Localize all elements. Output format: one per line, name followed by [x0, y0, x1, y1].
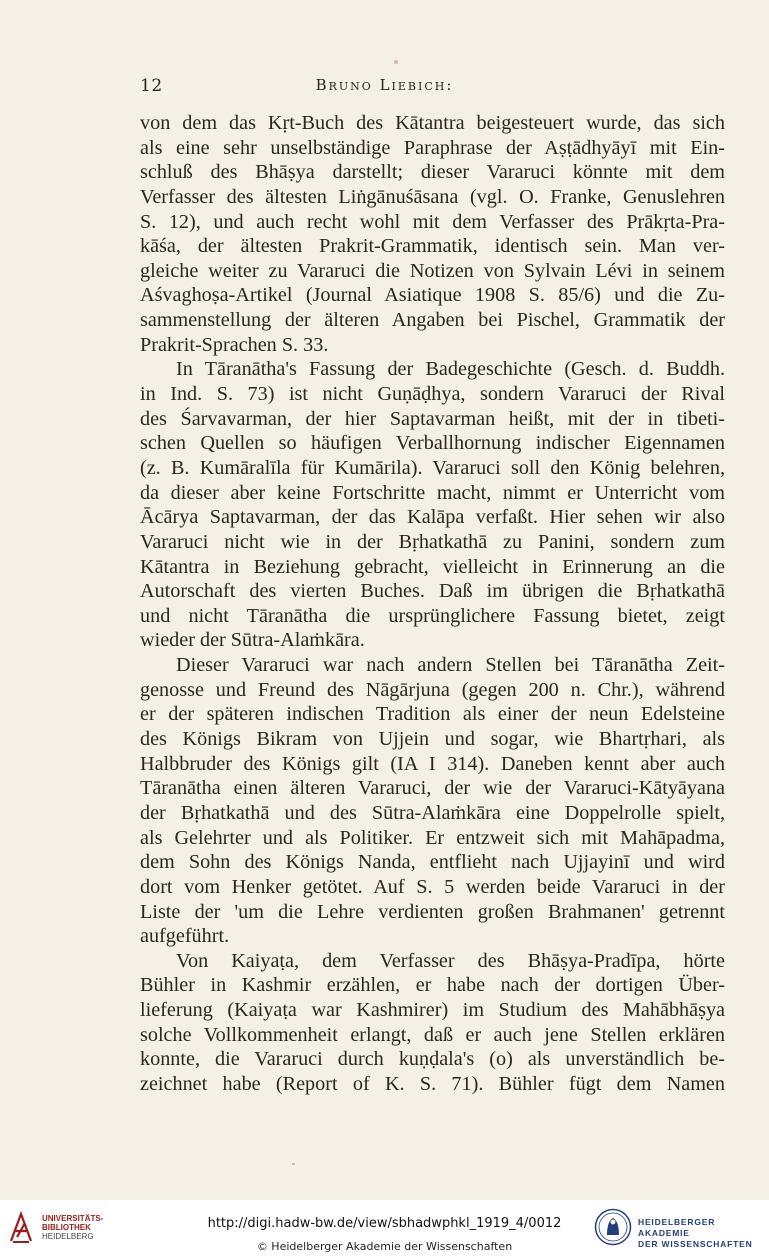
text-line: Vararuci nicht wie in der Bṛhatkathā zu Panini, sondern zum: [140, 530, 725, 553]
print-speck: [394, 60, 398, 64]
text-line: Liste der 'um die Lehre verdienten großen Brahmanen' getrennt: [140, 900, 725, 923]
text-line: in Ind. S. 73) ist nicht Guṇāḍhya, sondern Vararuci der Rival: [140, 383, 725, 406]
academy-line: DER WISSENSCHAFTEN: [638, 1239, 753, 1249]
text-line: Halbbruder des Königs gilt (IA I 314). Daneben kennt aber auch: [140, 752, 725, 775]
text-line: schen Quellen so häufigen Verballhornung indischer Eigennamen: [140, 432, 725, 455]
body-text: [140, 111, 725, 1097]
text-line: aufgeführt.: [140, 925, 230, 948]
library-line: UNIVERSITÄTS-: [42, 1214, 104, 1223]
copyright-notice: © Heidelberger Akademie der Wissenschaften: [256, 1240, 513, 1253]
academy-name[interactable]: [638, 1217, 769, 1250]
text-line: konnte, die Vararuci durch kuṇḍala's (o) als unverständlich be-: [140, 1048, 725, 1071]
text-line: er der späteren indischen Tradition als einer der neun Edelsteine: [140, 703, 725, 726]
text-line: von dem das Kṛt-Buch des Kātantra beigesteuert wurde, das sich: [140, 112, 725, 134]
text-line: Von Kaiyaṭa, dem Verfasser des Bhāṣya-Pradīpa, hörte: [176, 949, 725, 972]
text-line: des Śarvavarman, der hier Saptavarman heißt, mit der in tibeti-: [140, 407, 725, 430]
text-line: und nicht Tāranātha die ursprünglichere Fassung bietet, zeigt: [140, 604, 725, 627]
text-line: S. 12), und auch recht wohl mit dem Verfasser des Prākṛta-Pra-: [140, 210, 725, 233]
text-line: Dieser Vararuci war nach andern Stellen bei Tāranātha Zeit-: [176, 654, 725, 677]
source-url-link[interactable]: http://digi.hadw-bw.de/view/sbhadwphkl_1919_4/0012: [207, 1216, 562, 1231]
print-speck: [292, 1163, 295, 1165]
text-line: lieferung (Kaiyaṭa war Kashmirer) im Studium des Mahābhāṣya: [140, 999, 725, 1022]
text-line: Prakrit-Sprachen S. 33.: [140, 333, 329, 356]
text-line: In Tāranātha's Fassung der Badegeschichte (Gesch. d. Buddh.: [176, 358, 725, 381]
academy-seal-icon[interactable]: [594, 1208, 632, 1246]
text-line: des Königs Bikram von Ujjein und sogar, wie Bhartṛhari, als: [140, 728, 725, 751]
text-line: Kātantra in Beziehung gebracht, vielleicht in Erinnerung an die: [140, 555, 725, 578]
text-line: Verfasser des ältesten Liṅgānuśāsana (vgl. O. Franke, Genuslehren: [140, 185, 725, 208]
text-line: Bühler in Kashmir erzählen, er habe nach der dortigen Über-: [140, 974, 725, 997]
text-line: der Bṛhatkathā und des Sūtra-Alaṁkāra eine Doppelrolle spielt,: [140, 801, 725, 824]
text-line: Aśvaghoṣa-Artikel (Journal Asiatique 1908 S. 85/6) und die Zu-: [140, 284, 725, 307]
academy-line: HEIDELBERGER AKADEMIE: [638, 1217, 716, 1238]
library-line: HEIDELBERG: [42, 1232, 94, 1241]
text-line: kāśa, der ältesten Prakrit-Grammatik, identisch sein. Man ver-: [140, 235, 725, 258]
page-number: 12: [140, 76, 163, 96]
text-line: da dieser aber keine Fortschritte macht, nimmt er Unterricht vom: [140, 481, 725, 504]
text-line: solche Vollkommenheit erlangt, daß er auch jene Stellen erklären: [140, 1023, 725, 1046]
text-line: schluß des Bhāṣya darstellt; dieser Vararuci könnte mit dem: [140, 161, 725, 184]
running-head: Bruno Liebich:: [315, 76, 454, 94]
text-line: (z. B. Kumāralīla für Kumārila). Vararuci soll den König belehren,: [140, 456, 725, 479]
text-line: als Gelehrter und als Politiker. Er entzweit sich mit Mahāpadma,: [140, 826, 725, 849]
text-line: Tāranātha einen älteren Vararuci, der wie der Vararuci-Kātyāyana: [140, 777, 725, 800]
text-line: genosse und Freund des Nāgārjuna (gegen 200 n. Chr.), während: [140, 678, 725, 701]
text-line: sammenstellung der älteren Angaben bei Pischel, Grammatik der: [140, 309, 725, 332]
text-line: gleiche weiter zu Vararuci die Notizen von Sylvain Lévi in seinem: [140, 259, 725, 282]
text-line: zeichnet habe (Report of K. S. 71). Bühler fügt dem Namen: [140, 1072, 725, 1095]
text-line: Ācārya Saptavarman, der das Kalāpa verfaßt. Hier sehen wir also: [140, 506, 725, 529]
text-line: dort vom Henker getötet. Auf S. 5 werden beide Vararuci in der: [140, 875, 725, 898]
text-line: Autorschaft des vierten Buches. Daß im übrigen die Bṛhatkathā: [140, 580, 725, 603]
text-line: als eine sehr unselbständige Paraphrase der Aṣṭādhyāyī mit Ein-: [140, 136, 725, 159]
library-line: BIBLIOTHEK: [42, 1223, 91, 1232]
text-line: wieder der Sūtra-Alaṁkāra.: [140, 629, 365, 652]
text-line: dem Sohn des Königs Nanda, entflieht nach Ujjayinī und wird: [140, 851, 725, 874]
